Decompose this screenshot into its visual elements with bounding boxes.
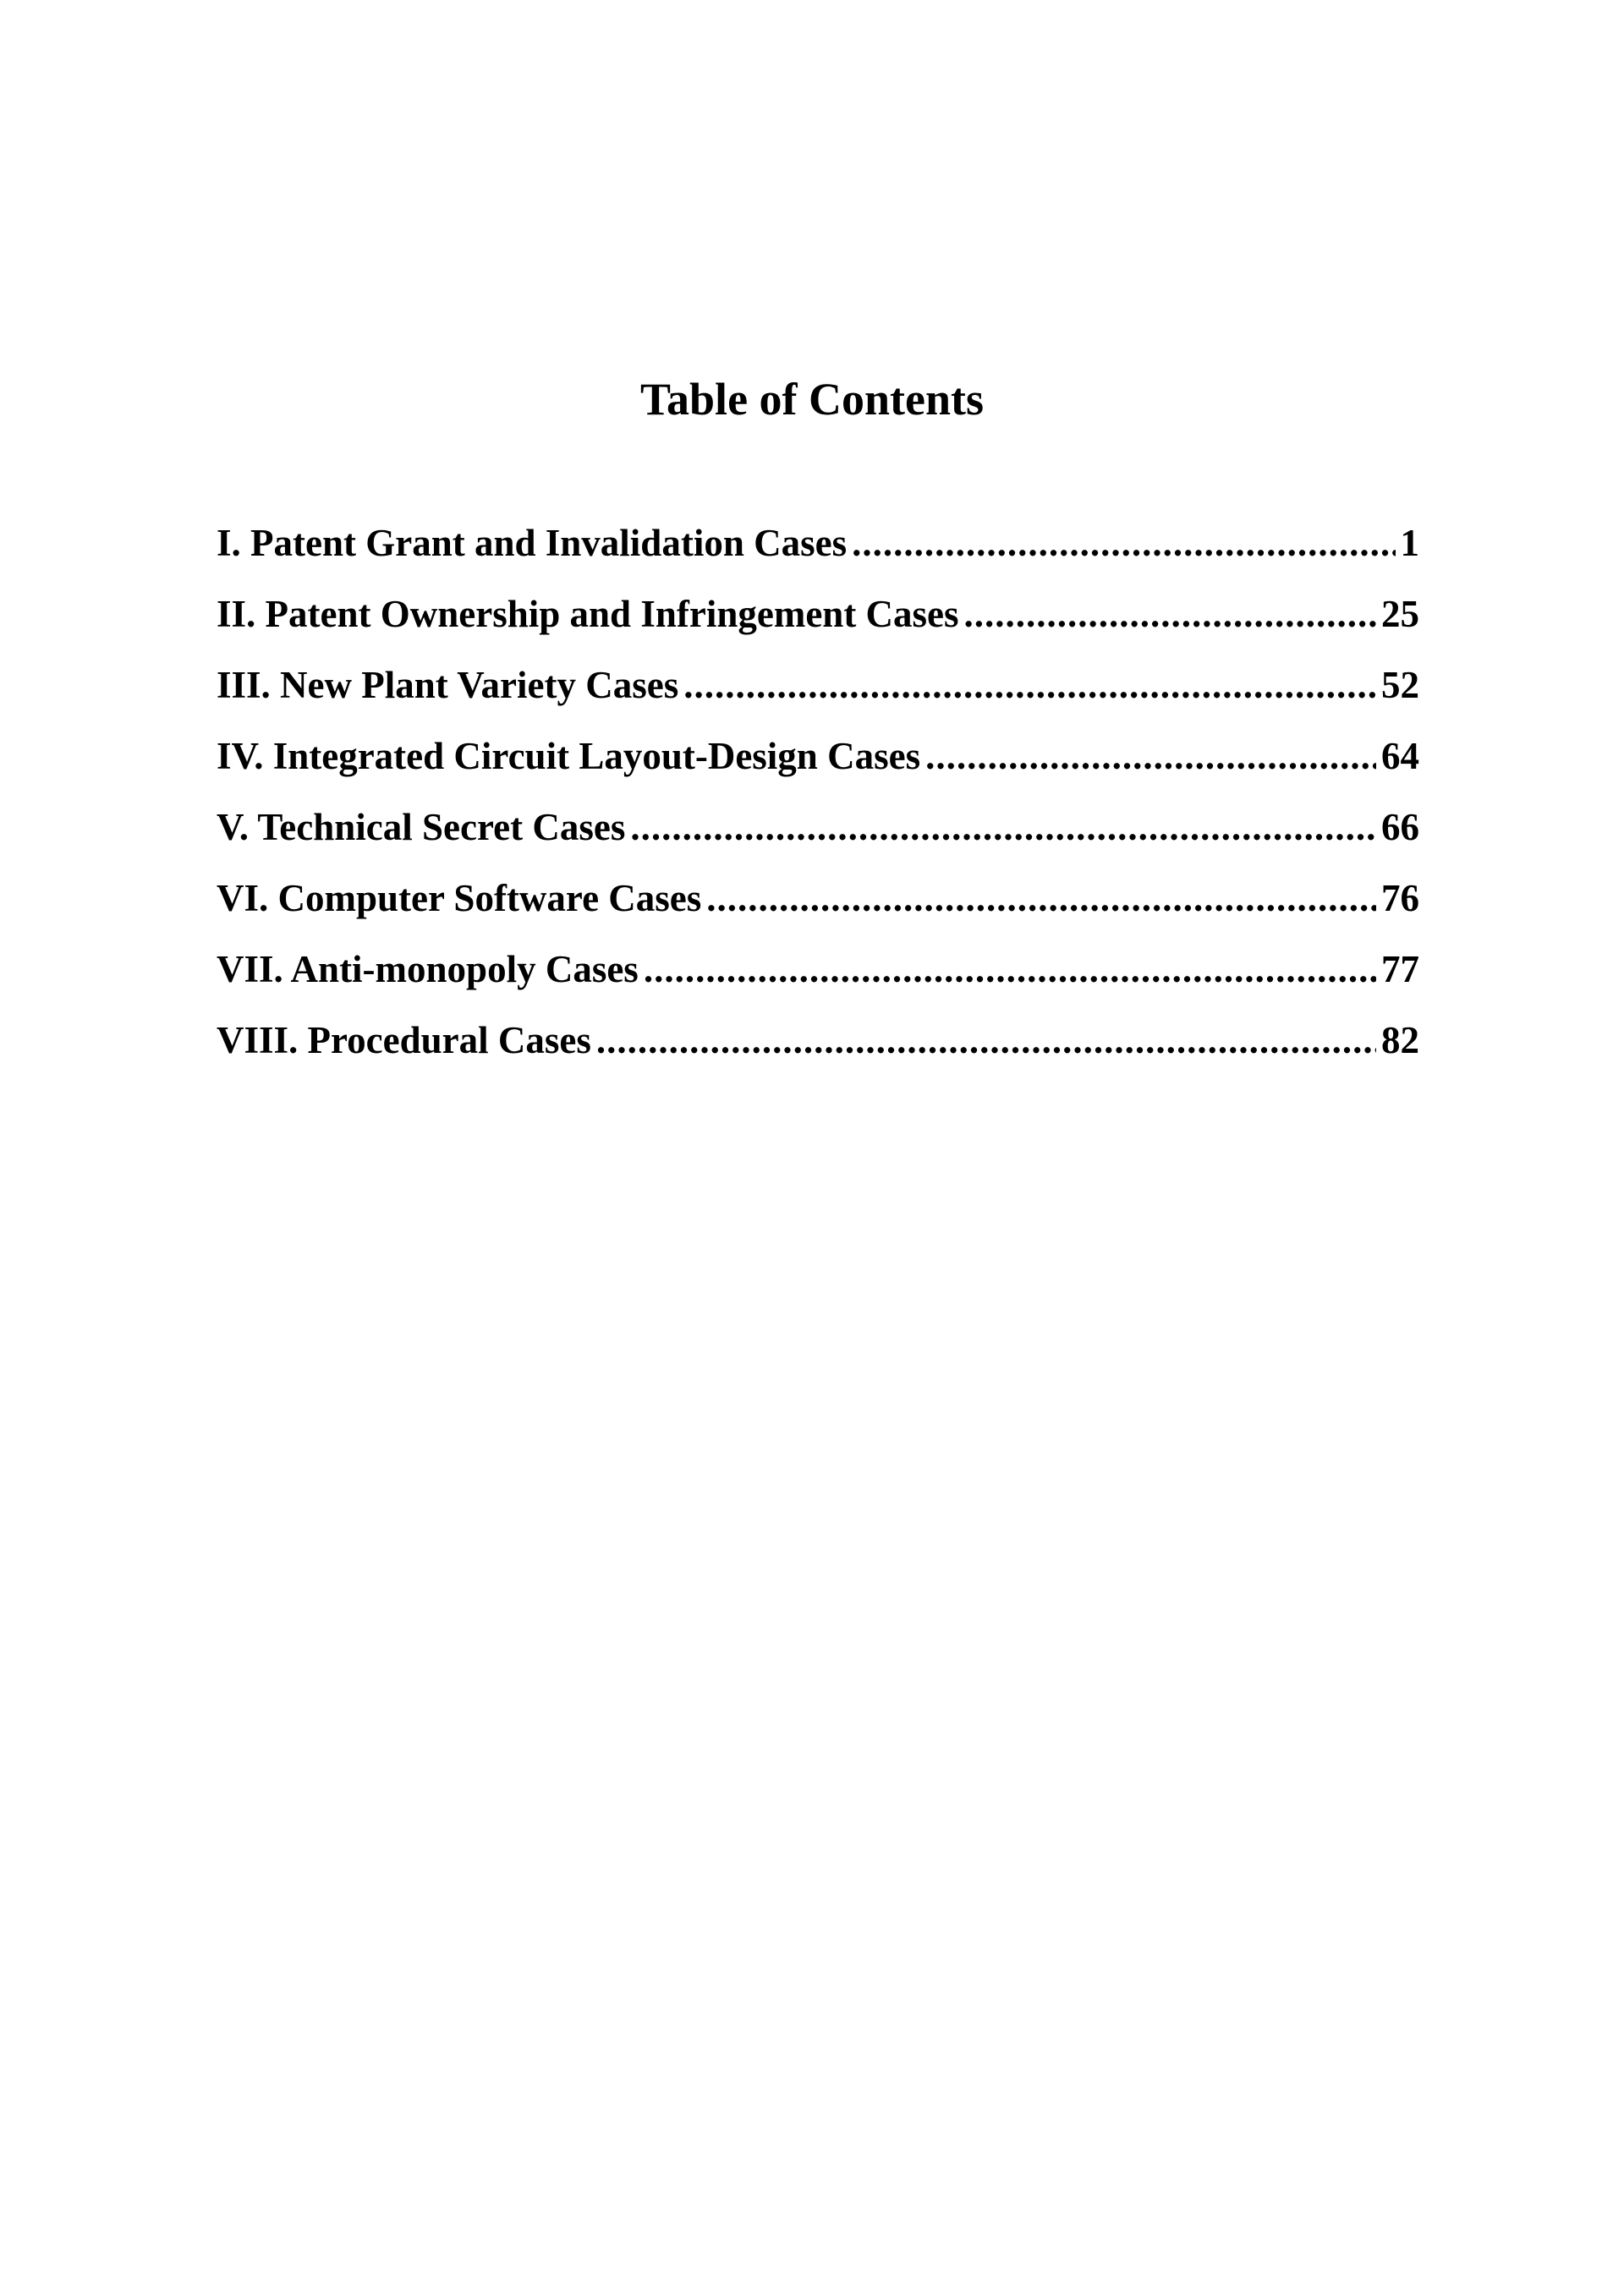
toc-dot-leader [925,721,1376,792]
toc-entry-label: IV. Integrated Circuit Layout-Design Cases [217,735,921,777]
toc-entry-label: VIII. Procedural Cases [217,1019,591,1061]
toc-dot-leader [683,649,1376,721]
toc-entry-6[interactable] [217,863,1419,934]
toc-list [217,507,1419,1076]
toc-page-number: 76 [1381,877,1419,919]
toc-entry-label: II. Patent Ownership and Infringement Cases [217,593,959,635]
toc-entry-label: I. Patent Grant and Invalidation Cases [217,522,848,564]
toc-entry-2[interactable] [217,578,1419,649]
toc-dot-leader [964,578,1376,649]
toc-page-number: 82 [1381,1019,1419,1061]
toc-page-number: 77 [1381,948,1419,990]
toc-entry-8[interactable] [217,1005,1419,1076]
toc-entry-7[interactable] [217,934,1419,1005]
toc-entry-label: VII. Anti-monopoly Cases [217,948,639,990]
toc-entry-label: V. Technical Secret Cases [217,806,626,848]
toc-page-number: 25 [1381,593,1419,635]
page-title: Table of Contents [639,374,985,425]
toc-page-number: 52 [1381,664,1419,706]
toc-entry-label: VI. Computer Software Cases [217,877,702,919]
toc-page-number: 64 [1381,735,1419,777]
toc-entry-4[interactable] [217,721,1419,792]
toc-dot-leader [630,792,1376,863]
toc-dot-leader [596,1005,1376,1076]
toc-entry-label: III. New Plant Variety Cases [217,664,679,706]
toc-page-number: 1 [1400,522,1419,564]
toc-entry-5[interactable] [217,792,1419,863]
toc-page-number: 66 [1381,806,1419,848]
toc-dot-leader [644,934,1376,1005]
toc-dot-leader [706,863,1376,934]
toc-entry-1[interactable] [217,507,1419,578]
toc-dot-leader [852,507,1395,578]
toc-entry-3[interactable] [217,649,1419,721]
